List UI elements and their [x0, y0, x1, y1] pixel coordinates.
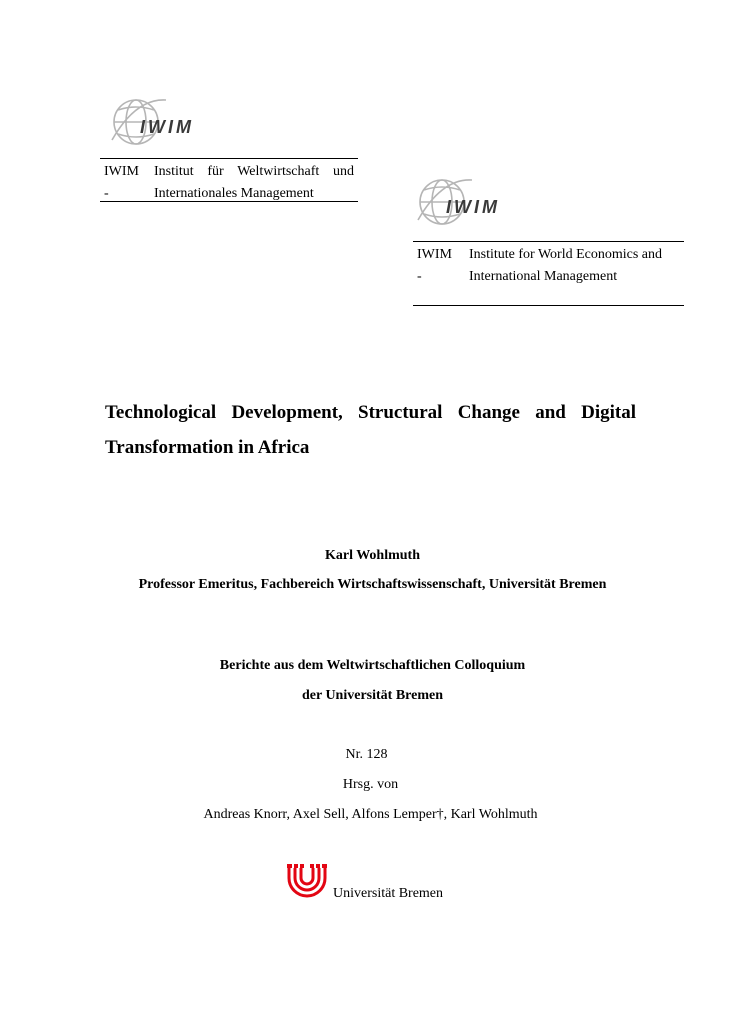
author-name: Karl Wohlmuth [324, 548, 421, 563]
institute-abbr: IWIM [417, 247, 452, 262]
logo-text: IWIM [140, 117, 194, 137]
institute-dash: - [104, 186, 109, 201]
institute-block-de [100, 158, 358, 202]
editors-list: Andreas Knorr, Axel Sell, Alfons Lemper†, Karl Wohlmuth [203, 807, 538, 822]
logo-text: IWIM [446, 197, 500, 217]
top-rule [413, 241, 684, 242]
title-word: Technological [105, 402, 217, 423]
report-number: Nr. 128 [345, 747, 388, 762]
iwim-logo-left [110, 90, 220, 152]
university-name: Universität Bremen [333, 886, 444, 901]
series-line-1: Berichte aus dem Weltwirtschaftlichen Colloquium [219, 658, 526, 673]
title-word: and [535, 402, 566, 423]
author-affiliation: Professor Emeritus, Fachbereich Wirtschaftswissenschaft, Universität Bremen [138, 577, 607, 592]
institute-name-line1: Institute for World Economics and [469, 247, 663, 262]
bottom-rule [100, 201, 358, 202]
institute-abbr: IWIM [104, 164, 139, 179]
university-logo-icon [286, 864, 328, 900]
institute-name-line1: Institut für Weltwirtschaft und [154, 164, 354, 179]
editors-label: Hrsg. von [342, 777, 399, 792]
title-line-1 [105, 395, 636, 430]
bottom-rule [413, 305, 684, 306]
institute-dash: - [417, 269, 422, 284]
top-rule [100, 158, 358, 159]
title-word: Development, [231, 402, 343, 423]
title-word: Structural [358, 402, 443, 423]
title-line-2: Transformation in Africa [105, 437, 310, 458]
institute-name-line2: Internationales Management [154, 186, 314, 201]
university-bremen-logo [286, 864, 328, 900]
title-word: Digital [581, 402, 636, 423]
institute-block-en [413, 241, 684, 307]
paper-title [105, 395, 645, 465]
iwim-logo-right [416, 170, 526, 232]
series-line-2: der Universität Bremen [301, 688, 443, 703]
institute-name-line2: International Management [469, 269, 618, 284]
title-word: Change [457, 402, 520, 423]
